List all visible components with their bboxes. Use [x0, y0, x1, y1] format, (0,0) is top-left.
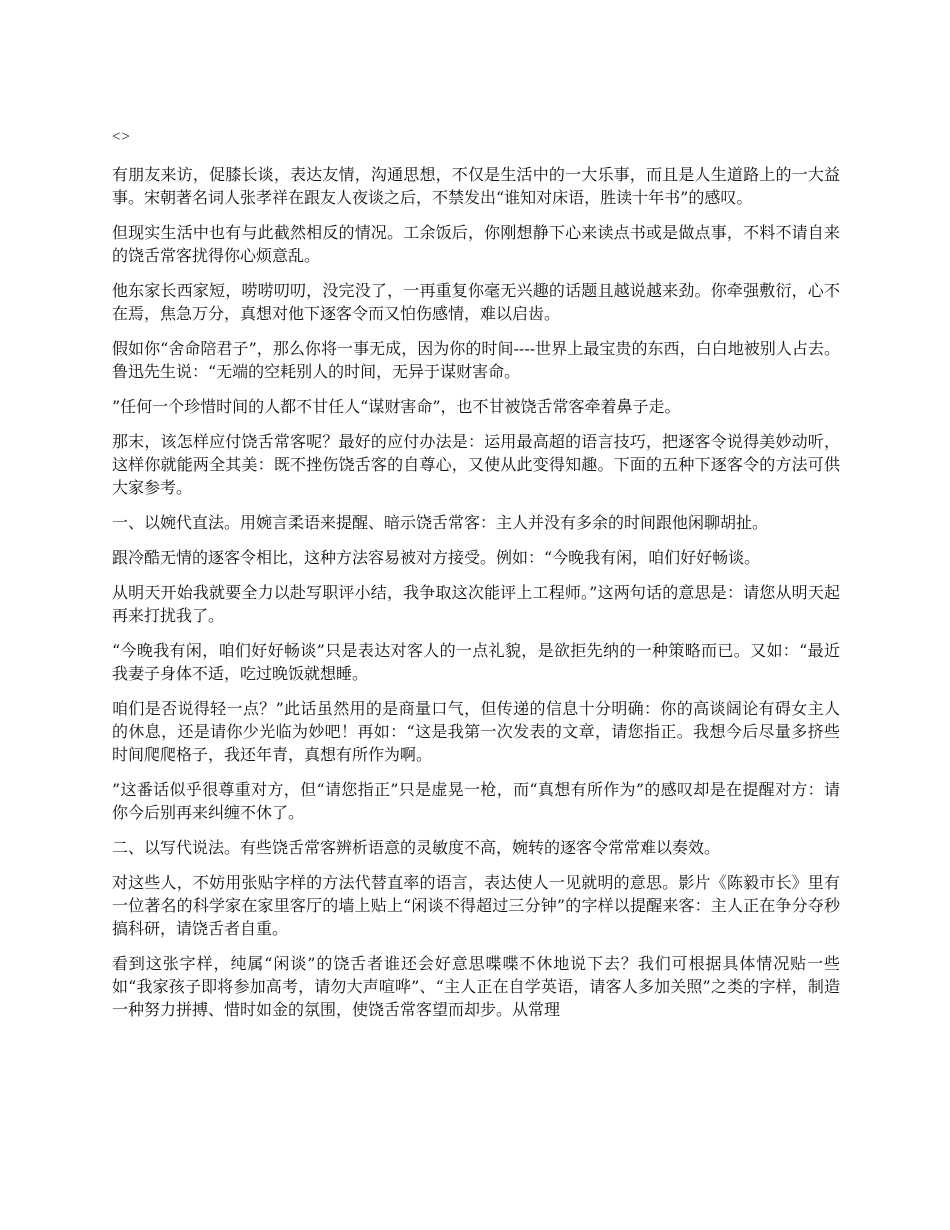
paragraph-1: 有朋友来访，促膝长谈，表达友情，沟通思想，不仅是生活中的一大乐事，而且是人生道路上的一大益事。宋朝著名词人张孝祥在跟友人夜谈之后，不禁发出“谁知对床语，胜读十年书”的感叹。 [112, 165, 840, 207]
paragraph-13: 二、以写代说法。有些饶舌常客辨析语意的灵敏度不高，婉转的逐客令常常难以奏效。 [112, 838, 721, 857]
paragraph-11: 咱们是否说得轻一点？”此话虽然用的是商量口气，但传递的信息十分明确：你的高谈阔论有碍女主人的休息，还是请你少光临为妙吧！再如：“这是我第一次发表的文章，请您指正。我想今后尽量多挤些时间爬爬格子，我还年青，真想有所作为啊。 [112, 699, 840, 764]
paragraph-2: 但现实生活中也有与此截然相反的情况。工余饭后，你刚想静下心来读点书或是做点事，不料不请自来的饶舌常客扰得你心烦意乱。 [112, 223, 840, 265]
paragraph-10: “今晚我有闲，咱们好好畅谈”只是表达对客人的一点礼貌，是欲拒先纳的一种策略而已。又如：“最近我妻子身体不适，吃过晚饭就想睡。 [112, 641, 840, 683]
paragraph-6: 那末，该怎样应付饶舌常客呢？最好的应付办法是：运用最高超的语言技巧，把逐客令说得美妙动听，这样你就能两全其美：既不挫伤饶舌客的自尊心，又使从此变得知趣。下面的五种下逐客令的方法可供大家参考。 [112, 432, 840, 497]
paragraph-15: 看到这张字样，纯属“闲谈”的饶舌者谁还会好意思喋喋不休地说下去？我们可根据具体情况贴一些如“我家孩子即将参加高考，请勿大声喧哗”、“主人正在自学英语，请客人多加关照”之类的字样，制造一种努力拼搏、惜时如金的氛围，使饶舌常客望而却步。从常理 [112, 954, 840, 1019]
paragraph-5: ”任何一个珍惜时间的人都不甘任人“谋财害命”，也不甘被饶舌常客牵着鼻子走。 [112, 397, 681, 416]
paragraph-4: 假如你“舍命陪君子”，那么你将一事无成，因为你的时间----世界上最宝贵的东西，白白地被别人占去。鲁迅先生说：“无端的空耗别人的时间，无异于谋财害命。 [112, 339, 840, 381]
document-marker: <> [112, 129, 131, 145]
document-page [112, 126, 840, 1033]
paragraph-8: 跟冷酷无情的逐客令相比，这种方法容易被对方接受。例如：“今晚我有闲，咱们好好畅谈。 [112, 548, 761, 567]
paragraph-3: 他东家长西家短，唠唠叨叨，没完没了，一再重复你毫无兴趣的话题且越说越来劲。你牵强敷衍，心不在焉，焦急万分，真想对他下逐客令而又怕伤感情，难以启齿。 [112, 281, 840, 323]
paragraph-14: 对这些人，不妨用张贴字样的方法代替直率的语言，表达使人一见就明的意思。影片《陈毅市长》里有一位著名的科学家在家里客厅的墙上贴上“闲谈不得超过三分钟”的字样以提醒来客：主人正在争分夺秒搞科研，请饶舌者自重。 [112, 873, 840, 938]
paragraph-7: 一、以婉代直法。用婉言柔语来提醒、暗示饶舌常客：主人并没有多余的时间跟他闲聊胡扯。 [112, 513, 769, 532]
paragraph-9: 从明天开始我就要全力以赴写职评小结，我争取这次能评上工程师。”这两句话的意思是：请您从明天起再来打扰我了。 [112, 583, 840, 625]
paragraph-12: ”这番话似乎很尊重对方，但“请您指正”只是虚晃一枪，而“真想有所作为”的感叹却是在提醒对方：请你今后别再来纠缠不休了。 [112, 780, 840, 822]
